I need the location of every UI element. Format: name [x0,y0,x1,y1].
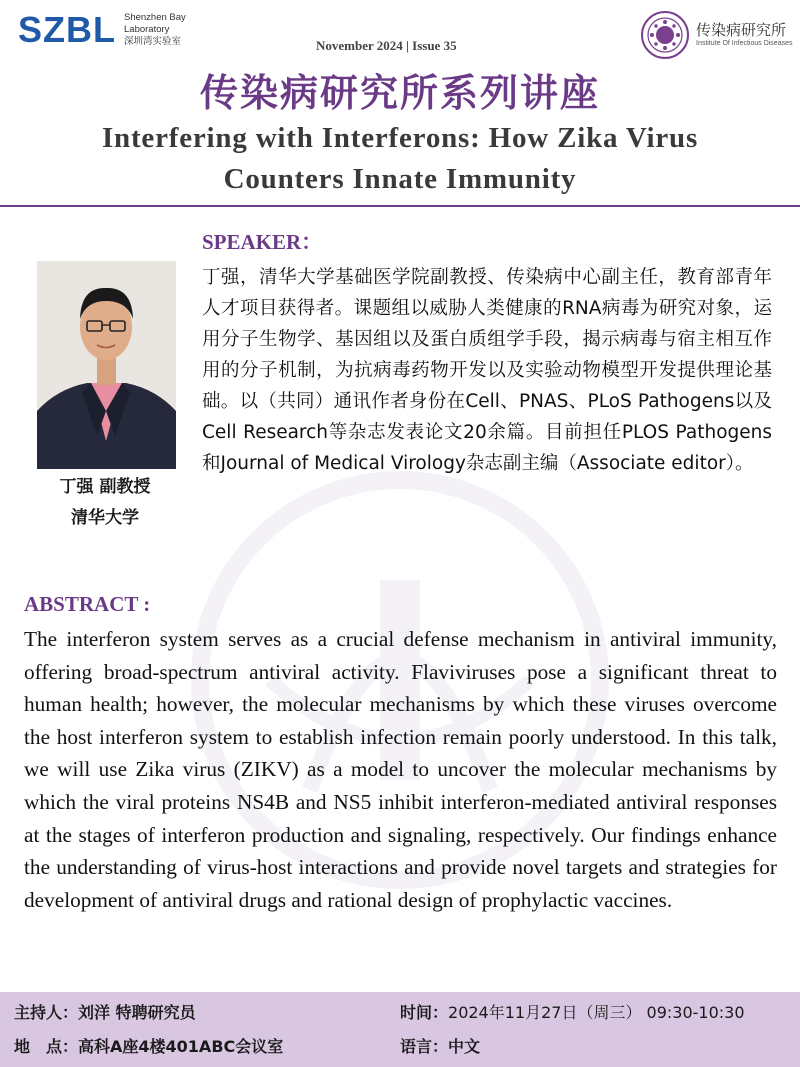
time-info [400,1000,745,1023]
time-label: 时间： [400,1003,449,1022]
speaker-heading: SPEAKER： [202,230,323,254]
speaker-name-title: 丁强 副教授 [59,477,151,497]
language-label: 语言： [400,1037,449,1056]
speaker-affiliation: 清华大学 [71,508,139,528]
abstract-text: The interferon system serves as a crucial defense mechanism in antiviral immunity, offering broad-spectrum antiviral activity. Flaviviruses pose a significant threat to human health; however, the molecular mechanisms by which these viruses overcome the host interferon system to establish infection remain poorly understood. In this talk, we will use Zika virus (ZIKV) as a model to uncover the molecular mechanisms by which the viral proteins NS4B and NS5 inhibit interferon-mediated antiviral responses at the stages of interferon production and signaling, respectively. Our findings enhance the understanding of virus-host interactions and provide novel targets and strategies for development of antiviral drugs and rational design of prophylactic vaccines. [24,627,777,912]
host-label: 主持人： [14,1003,79,1022]
institute-name-en: Institute Of Infectious Diseases [696,39,793,47]
header-divider [0,205,800,207]
institute-name [696,22,793,47]
speaker-photo [37,261,176,469]
talk-title-en [0,118,800,200]
series-title-cn: 传染病研究所系列讲座 [199,71,600,115]
institute-logo [640,10,793,60]
host-value: 刘洋 特聘研究员 [78,1003,196,1022]
location-value: 高科A座4楼401ABC会议室 [78,1037,284,1056]
lab-name-cn: 深圳湾实验室 [124,36,182,47]
header [0,0,800,210]
lab-name-en-2: Laboratory [124,24,170,35]
institute-name-cn: 传染病研究所 [696,22,787,40]
lab-name [124,12,186,48]
talk-title-line-2: Counters Innate Immunity [223,163,577,195]
issue-line: November 2024 | Issue 35 [316,38,457,53]
lab-name-en-1: Shenzhen Bay [124,12,186,23]
speaker-caption [30,472,180,534]
szbl-logo [18,9,186,50]
language-info [400,1034,480,1057]
institute-seal-icon [640,10,690,60]
speaker-bio: 丁强，清华大学基础医学院副教授、传染病中心副主任，教育部青年人才项目获得者。课题组以威胁人类健康的RNA病毒为研究对象，运用分子生物学、基因组以及蛋白质组学手段，揭示病毒与宿主相互作用的分子机制，为抗病毒药物开发以及实验动物模型开发提供理论基础。以（共同）通讯作者身份在Cell、PNAS、PLoS Pathogens以及Cell Research等杂志发表论文20余篇。目前担任PLOS Pathogens和Journal of Medical Virology杂志副主编（Associate editor）。 [202,267,772,474]
abstract-heading: ABSTRACT : [24,592,151,616]
host-info [14,1000,196,1023]
event-info-footer [0,992,800,1067]
location-info [14,1034,283,1057]
time-value: 2024年11月27日（周三） 09:30-10:30 [448,1003,745,1022]
location-label: 地 点： [14,1037,79,1056]
talk-title-line-1: Interfering with Interferons: How Zika Virus [101,122,699,154]
language-value: 中文 [448,1037,481,1056]
szbl-logo-text: SZBL [18,9,116,50]
